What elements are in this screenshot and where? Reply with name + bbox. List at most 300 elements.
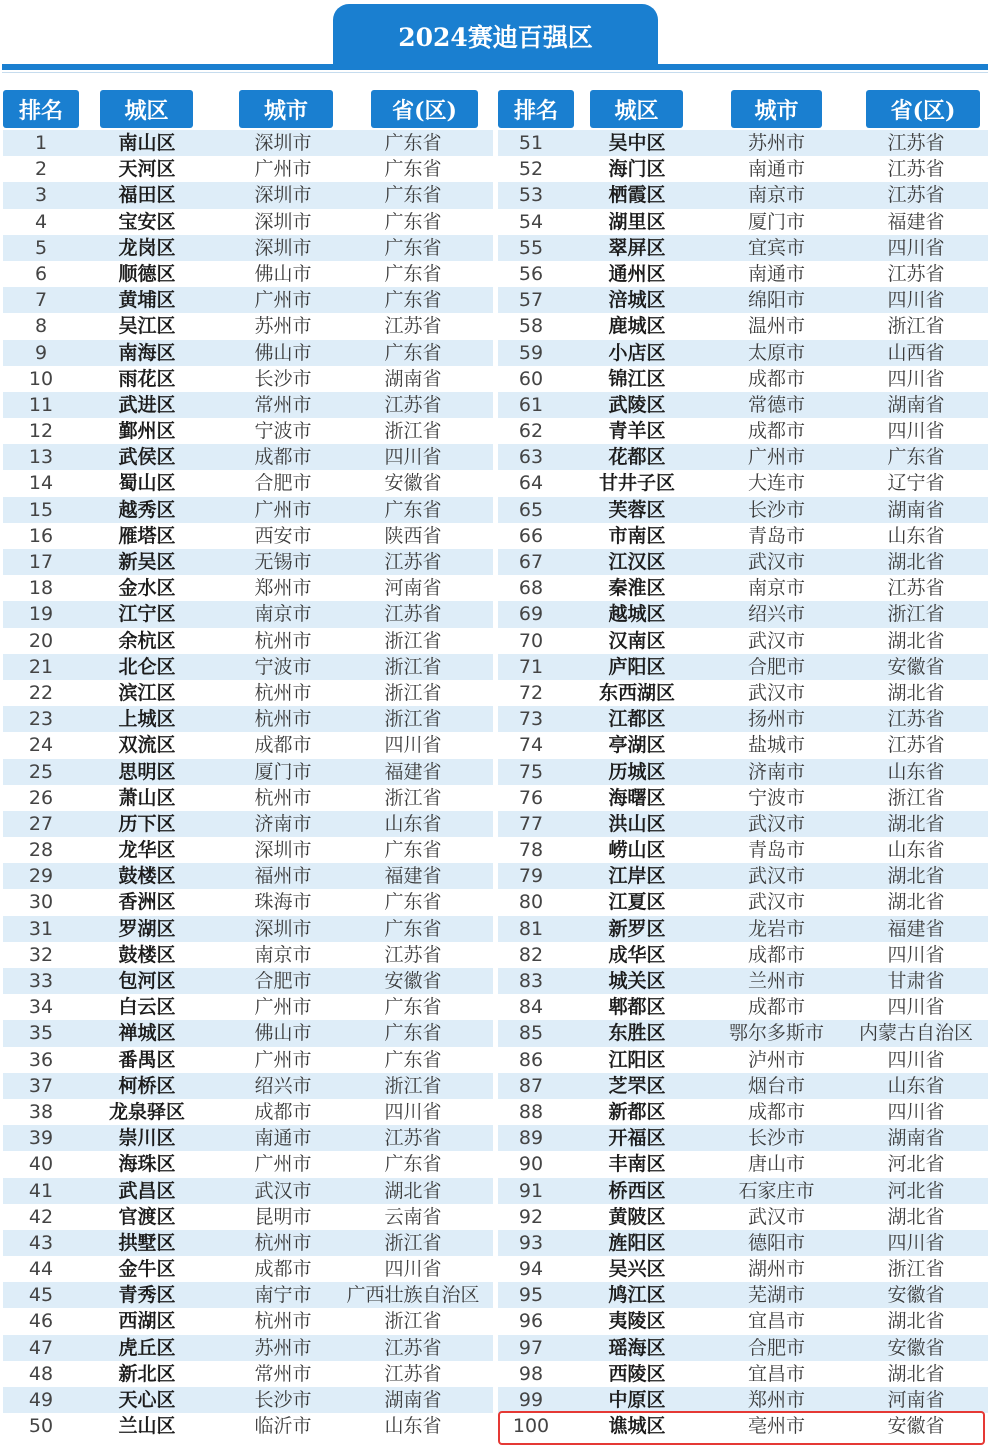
table-row bbox=[498, 1413, 988, 1439]
city-cell: 杭州市 bbox=[254, 681, 312, 704]
rank-cell: 46 bbox=[28, 1310, 54, 1333]
province-cell: 浙江省 bbox=[384, 655, 442, 678]
city-cell: 杭州市 bbox=[254, 629, 312, 652]
table-row bbox=[3, 1204, 493, 1230]
rank-cell: 17 bbox=[28, 551, 54, 573]
city-cell: 武汉市 bbox=[747, 629, 805, 652]
district-cell: 雁塔区 bbox=[118, 524, 176, 547]
rank-cell: 87 bbox=[518, 1074, 544, 1097]
city-cell: 亳州市 bbox=[747, 1415, 805, 1438]
district-cell: 罗湖区 bbox=[118, 917, 176, 940]
city-cell: 成都市 bbox=[254, 1258, 312, 1281]
header-district: 城区 bbox=[590, 90, 683, 128]
province-cell: 广东省 bbox=[384, 236, 442, 259]
province-cell: 四川省 bbox=[887, 1231, 945, 1254]
rank-cell: 86 bbox=[518, 1048, 544, 1071]
rank-cell: 70 bbox=[518, 629, 544, 652]
province-cell: 浙江省 bbox=[887, 603, 945, 626]
rank-cell: 94 bbox=[518, 1258, 544, 1281]
rank-cell: 72 bbox=[518, 681, 544, 704]
table-row bbox=[3, 994, 493, 1020]
rank-cell: 68 bbox=[518, 577, 544, 600]
rank-cell: 56 bbox=[518, 262, 544, 285]
rank-cell: 51 bbox=[518, 132, 544, 154]
rank-cell: 65 bbox=[518, 498, 544, 521]
province-cell: 四川省 bbox=[887, 1048, 945, 1071]
district-cell: 鹿城区 bbox=[608, 315, 666, 338]
province-cell: 浙江省 bbox=[384, 420, 442, 443]
district-cell: 上城区 bbox=[118, 708, 176, 731]
table-row bbox=[498, 1361, 988, 1387]
table-row bbox=[3, 392, 493, 418]
rank-cell: 57 bbox=[518, 289, 544, 312]
province-cell: 湖南省 bbox=[887, 393, 945, 416]
city-cell: 广州市 bbox=[254, 498, 312, 521]
province-cell: 浙江省 bbox=[384, 1231, 442, 1254]
city-cell: 温州市 bbox=[747, 315, 805, 338]
province-cell: 江苏省 bbox=[384, 943, 442, 966]
rank-cell: 35 bbox=[28, 1022, 54, 1045]
table-row bbox=[3, 601, 493, 627]
province-cell: 广东省 bbox=[384, 1153, 442, 1176]
province-cell: 江苏省 bbox=[384, 1362, 442, 1385]
province-cell: 四川省 bbox=[384, 1100, 442, 1123]
rank-cell: 34 bbox=[28, 996, 54, 1019]
district-cell: 武进区 bbox=[118, 393, 176, 416]
district-cell: 雨花区 bbox=[118, 367, 176, 390]
rank-cell: 16 bbox=[28, 524, 54, 547]
city-cell: 合肥市 bbox=[254, 472, 312, 495]
district-cell: 城关区 bbox=[608, 970, 666, 992]
table-row bbox=[498, 994, 988, 1020]
table-row bbox=[3, 1125, 493, 1151]
city-cell: 无锡市 bbox=[254, 551, 312, 573]
district-cell: 番禺区 bbox=[118, 1048, 176, 1071]
district-cell: 香洲区 bbox=[118, 891, 176, 914]
province-cell: 安徽省 bbox=[384, 472, 442, 495]
district-cell: 柯桥区 bbox=[118, 1074, 176, 1097]
table-row bbox=[3, 444, 493, 470]
table-row bbox=[498, 628, 988, 654]
city-cell: 厦门市 bbox=[254, 760, 312, 783]
district-cell: 新吴区 bbox=[118, 551, 176, 573]
district-cell: 禅城区 bbox=[118, 1022, 176, 1045]
city-cell: 福州市 bbox=[254, 865, 312, 888]
province-cell: 山东省 bbox=[887, 760, 945, 783]
city-cell: 长沙市 bbox=[254, 367, 312, 390]
table-row bbox=[3, 523, 493, 549]
table-row bbox=[3, 366, 493, 392]
district-cell: 龙泉驿区 bbox=[108, 1100, 185, 1123]
rank-cell: 81 bbox=[518, 917, 544, 940]
province-cell: 四川省 bbox=[887, 289, 945, 312]
city-cell: 芜湖市 bbox=[747, 1284, 805, 1307]
table-row bbox=[3, 1335, 493, 1361]
rank-cell: 42 bbox=[28, 1205, 54, 1228]
district-cell: 花都区 bbox=[608, 446, 666, 469]
province-cell: 四川省 bbox=[887, 996, 945, 1019]
district-cell: 武侯区 bbox=[118, 446, 176, 469]
table-row bbox=[498, 209, 988, 235]
province-cell: 浙江省 bbox=[384, 1074, 442, 1097]
district-cell: 小店区 bbox=[608, 341, 666, 364]
city-cell: 唐山市 bbox=[747, 1153, 805, 1176]
city-cell: 鄂尔多斯市 bbox=[728, 1022, 824, 1045]
province-cell: 湖北省 bbox=[384, 1179, 442, 1202]
province-cell: 辽宁省 bbox=[887, 472, 945, 495]
rank-cell: 48 bbox=[28, 1362, 54, 1385]
district-cell: 甘井子区 bbox=[598, 472, 675, 495]
district-cell: 亭湖区 bbox=[608, 734, 666, 757]
title-underline-thin bbox=[2, 72, 988, 73]
table-row bbox=[3, 1308, 493, 1334]
district-cell: 东胜区 bbox=[608, 1022, 666, 1045]
province-cell: 云南省 bbox=[384, 1205, 442, 1228]
district-cell: 涪城区 bbox=[608, 289, 666, 312]
district-cell: 吴中区 bbox=[608, 132, 666, 154]
table-row bbox=[498, 889, 988, 915]
district-cell: 江汉区 bbox=[608, 551, 666, 573]
rank-cell: 25 bbox=[28, 760, 54, 783]
district-cell: 余杭区 bbox=[118, 629, 176, 652]
city-cell: 广州市 bbox=[254, 158, 312, 181]
district-cell: 江都区 bbox=[608, 708, 666, 731]
district-cell: 天心区 bbox=[118, 1389, 176, 1411]
province-cell: 浙江省 bbox=[384, 708, 442, 731]
district-cell: 瑶海区 bbox=[608, 1336, 666, 1359]
rank-cell: 85 bbox=[518, 1022, 544, 1045]
district-cell: 顺德区 bbox=[118, 262, 176, 285]
rank-cell: 20 bbox=[28, 629, 54, 652]
district-cell: 吴江区 bbox=[118, 315, 176, 338]
city-cell: 武汉市 bbox=[747, 551, 805, 573]
rank-cell: 23 bbox=[28, 708, 54, 731]
city-cell: 长沙市 bbox=[254, 1389, 312, 1411]
rank-cell: 14 bbox=[28, 472, 54, 495]
rank-cell: 90 bbox=[518, 1153, 544, 1176]
province-cell: 安徽省 bbox=[887, 1415, 945, 1438]
rank-cell: 2 bbox=[34, 158, 48, 181]
rank-cell: 44 bbox=[28, 1258, 54, 1281]
table-row bbox=[498, 1099, 988, 1125]
city-cell: 武汉市 bbox=[254, 1179, 312, 1202]
district-cell: 包河区 bbox=[118, 970, 176, 992]
district-cell: 东西湖区 bbox=[598, 681, 675, 704]
table-row bbox=[3, 130, 493, 156]
district-cell: 桥西区 bbox=[608, 1179, 666, 1202]
rank-cell: 89 bbox=[518, 1127, 544, 1150]
district-cell: 黄埔区 bbox=[118, 289, 176, 312]
rank-cell: 12 bbox=[28, 420, 54, 443]
district-cell: 龙岗区 bbox=[118, 236, 176, 259]
city-cell: 成都市 bbox=[254, 446, 312, 469]
province-cell: 湖北省 bbox=[887, 629, 945, 652]
district-cell: 虎丘区 bbox=[118, 1336, 176, 1359]
table-header-right bbox=[498, 90, 988, 130]
city-cell: 厦门市 bbox=[747, 210, 805, 233]
rank-cell: 88 bbox=[518, 1100, 544, 1123]
province-cell: 湖南省 bbox=[887, 1127, 945, 1150]
province-cell: 四川省 bbox=[887, 943, 945, 966]
district-cell: 新北区 bbox=[118, 1362, 176, 1385]
rank-cell: 33 bbox=[28, 970, 54, 992]
district-cell: 金水区 bbox=[118, 577, 176, 600]
district-cell: 北仑区 bbox=[118, 655, 176, 678]
rank-cell: 37 bbox=[28, 1074, 54, 1097]
rank-cell: 91 bbox=[518, 1179, 544, 1202]
district-cell: 拱墅区 bbox=[118, 1231, 176, 1254]
city-cell: 宜宾市 bbox=[747, 236, 805, 259]
province-cell: 广东省 bbox=[384, 917, 442, 940]
province-cell: 湖南省 bbox=[384, 367, 442, 390]
header-rank: 排名 bbox=[498, 90, 574, 128]
province-cell: 江苏省 bbox=[384, 393, 442, 416]
city-cell: 德阳市 bbox=[747, 1231, 805, 1254]
table-row bbox=[3, 156, 493, 182]
district-cell: 白云区 bbox=[118, 996, 176, 1019]
table-row bbox=[498, 837, 988, 863]
table-row bbox=[498, 470, 988, 496]
table-body-right bbox=[498, 130, 988, 1439]
table-row bbox=[3, 313, 493, 339]
province-cell: 四川省 bbox=[887, 1100, 945, 1123]
rank-cell: 6 bbox=[34, 262, 48, 285]
province-cell: 湖南省 bbox=[887, 498, 945, 521]
table-row bbox=[498, 1151, 988, 1177]
rank-cell: 73 bbox=[518, 708, 544, 731]
province-cell: 安徽省 bbox=[887, 1336, 945, 1359]
province-cell: 广东省 bbox=[384, 341, 442, 364]
rank-cell: 63 bbox=[518, 446, 544, 469]
city-cell: 宜昌市 bbox=[747, 1362, 805, 1385]
province-cell: 湖北省 bbox=[887, 551, 945, 573]
province-cell: 广东省 bbox=[384, 262, 442, 285]
district-cell: 宝安区 bbox=[118, 210, 176, 233]
city-cell: 宜昌市 bbox=[747, 1310, 805, 1333]
district-cell: 洪山区 bbox=[608, 812, 666, 835]
table-row bbox=[498, 549, 988, 575]
district-cell: 湖里区 bbox=[608, 210, 666, 233]
province-cell: 广西壮族自治区 bbox=[346, 1284, 480, 1307]
table-row bbox=[498, 1178, 988, 1204]
table-row bbox=[3, 287, 493, 313]
ranking-table-left bbox=[3, 90, 493, 1439]
province-cell: 山东省 bbox=[384, 1415, 442, 1438]
city-cell: 兰州市 bbox=[747, 970, 805, 992]
table-row bbox=[3, 235, 493, 261]
province-cell: 山东省 bbox=[384, 812, 442, 835]
rank-cell: 69 bbox=[518, 603, 544, 626]
province-cell: 湖南省 bbox=[384, 1389, 442, 1411]
rank-cell: 36 bbox=[28, 1048, 54, 1071]
province-cell: 江苏省 bbox=[887, 132, 945, 154]
city-cell: 临沂市 bbox=[254, 1415, 312, 1438]
table-row bbox=[3, 942, 493, 968]
city-cell: 苏州市 bbox=[254, 1336, 312, 1359]
city-cell: 昆明市 bbox=[254, 1205, 312, 1228]
province-cell: 湖北省 bbox=[887, 891, 945, 914]
city-cell: 成都市 bbox=[747, 420, 805, 443]
province-cell: 河南省 bbox=[887, 1389, 945, 1411]
rank-cell: 60 bbox=[518, 367, 544, 390]
district-cell: 吴兴区 bbox=[608, 1258, 666, 1281]
city-cell: 南京市 bbox=[747, 184, 805, 207]
table-row bbox=[498, 1335, 988, 1361]
table-row bbox=[3, 1256, 493, 1282]
rank-cell: 75 bbox=[518, 760, 544, 783]
table-row bbox=[3, 340, 493, 366]
province-cell: 江苏省 bbox=[887, 708, 945, 731]
rank-cell: 9 bbox=[34, 341, 48, 364]
ranking-table-right bbox=[498, 90, 988, 1439]
header-province: 省(区) bbox=[371, 90, 478, 128]
district-cell: 海门区 bbox=[608, 158, 666, 181]
city-cell: 广州市 bbox=[254, 289, 312, 312]
table-row bbox=[498, 680, 988, 706]
province-cell: 江苏省 bbox=[887, 577, 945, 600]
table-row bbox=[498, 1073, 988, 1099]
table-row bbox=[498, 1387, 988, 1413]
province-cell: 江苏省 bbox=[384, 315, 442, 338]
header-district: 城区 bbox=[100, 90, 193, 128]
city-cell: 西安市 bbox=[254, 524, 312, 547]
rank-cell: 82 bbox=[518, 943, 544, 966]
province-cell: 浙江省 bbox=[887, 1258, 945, 1281]
district-cell: 青秀区 bbox=[118, 1284, 176, 1307]
province-cell: 福建省 bbox=[384, 760, 442, 783]
district-cell: 栖霞区 bbox=[608, 184, 666, 207]
district-cell: 武昌区 bbox=[118, 1179, 176, 1202]
rank-cell: 43 bbox=[28, 1231, 54, 1254]
city-cell: 成都市 bbox=[747, 996, 805, 1019]
header-city: 城市 bbox=[731, 90, 822, 128]
district-cell: 福田区 bbox=[118, 184, 176, 207]
city-cell: 郑州市 bbox=[747, 1389, 805, 1411]
table-row bbox=[498, 1204, 988, 1230]
province-cell: 浙江省 bbox=[384, 681, 442, 704]
district-cell: 开福区 bbox=[608, 1127, 666, 1150]
province-cell: 四川省 bbox=[384, 446, 442, 469]
rank-cell: 96 bbox=[518, 1310, 544, 1333]
table-row bbox=[3, 497, 493, 523]
rank-cell: 71 bbox=[518, 655, 544, 678]
district-cell: 夷陵区 bbox=[608, 1310, 666, 1333]
city-cell: 扬州市 bbox=[747, 708, 805, 731]
city-cell: 武汉市 bbox=[747, 865, 805, 888]
table-row bbox=[3, 549, 493, 575]
province-cell: 甘肃省 bbox=[887, 970, 945, 992]
city-cell: 广州市 bbox=[254, 996, 312, 1019]
rank-cell: 40 bbox=[28, 1153, 54, 1176]
table-row bbox=[498, 1230, 988, 1256]
table-row bbox=[498, 130, 988, 156]
city-cell: 南京市 bbox=[254, 943, 312, 966]
table-row bbox=[3, 680, 493, 706]
city-cell: 武汉市 bbox=[747, 681, 805, 704]
province-cell: 江苏省 bbox=[384, 603, 442, 626]
province-cell: 河北省 bbox=[887, 1179, 945, 1202]
city-cell: 佛山市 bbox=[254, 1022, 312, 1045]
province-cell: 广东省 bbox=[384, 1022, 442, 1045]
rank-cell: 39 bbox=[28, 1127, 54, 1150]
province-cell: 广东省 bbox=[384, 289, 442, 312]
city-cell: 深圳市 bbox=[254, 917, 312, 940]
district-cell: 思明区 bbox=[118, 760, 176, 783]
rank-cell: 59 bbox=[518, 341, 544, 364]
district-cell: 芙蓉区 bbox=[608, 498, 666, 521]
district-cell: 青羊区 bbox=[608, 420, 666, 443]
city-cell: 深圳市 bbox=[254, 184, 312, 207]
table-row bbox=[3, 654, 493, 680]
province-cell: 安徽省 bbox=[887, 655, 945, 678]
city-cell: 南宁市 bbox=[254, 1284, 312, 1307]
table-row bbox=[498, 1047, 988, 1073]
table-row bbox=[3, 706, 493, 732]
district-cell: 成华区 bbox=[608, 943, 666, 966]
district-cell: 越秀区 bbox=[118, 498, 176, 521]
city-cell: 常州市 bbox=[254, 393, 312, 416]
district-cell: 市南区 bbox=[608, 524, 666, 547]
district-cell: 旌阳区 bbox=[608, 1231, 666, 1254]
table-row bbox=[3, 837, 493, 863]
city-cell: 成都市 bbox=[747, 943, 805, 966]
province-cell: 河北省 bbox=[887, 1153, 945, 1176]
rank-cell: 26 bbox=[28, 786, 54, 809]
district-cell: 金牛区 bbox=[118, 1258, 176, 1281]
province-cell: 江苏省 bbox=[887, 184, 945, 207]
rank-cell: 29 bbox=[28, 865, 54, 888]
city-cell: 绵阳市 bbox=[747, 289, 805, 312]
header-province: 省(区) bbox=[866, 90, 980, 128]
rank-cell: 84 bbox=[518, 996, 544, 1019]
city-cell: 南通市 bbox=[254, 1127, 312, 1150]
province-cell: 四川省 bbox=[887, 236, 945, 259]
rank-cell: 98 bbox=[518, 1362, 544, 1385]
city-cell: 盐城市 bbox=[747, 734, 805, 757]
province-cell: 浙江省 bbox=[384, 1310, 442, 1333]
district-cell: 西陵区 bbox=[608, 1362, 666, 1385]
district-cell: 兰山区 bbox=[118, 1415, 176, 1438]
district-cell: 蜀山区 bbox=[118, 472, 176, 495]
rank-cell: 97 bbox=[518, 1336, 544, 1359]
province-cell: 湖北省 bbox=[887, 812, 945, 835]
rank-cell: 52 bbox=[518, 158, 544, 181]
city-cell: 成都市 bbox=[747, 367, 805, 390]
district-cell: 历城区 bbox=[608, 760, 666, 783]
table-row bbox=[498, 261, 988, 287]
rank-cell: 22 bbox=[28, 681, 54, 704]
district-cell: 江宁区 bbox=[118, 603, 176, 626]
district-cell: 江阳区 bbox=[608, 1048, 666, 1071]
province-cell: 浙江省 bbox=[887, 315, 945, 338]
province-cell: 安徽省 bbox=[384, 970, 442, 992]
rank-cell: 55 bbox=[518, 236, 544, 259]
table-row bbox=[498, 287, 988, 313]
rank-cell: 66 bbox=[518, 524, 544, 547]
rank-cell: 47 bbox=[28, 1336, 54, 1359]
table-row bbox=[498, 523, 988, 549]
table-row bbox=[3, 916, 493, 942]
table-row bbox=[3, 732, 493, 758]
table-row bbox=[498, 392, 988, 418]
province-cell: 浙江省 bbox=[384, 786, 442, 809]
table-row bbox=[498, 759, 988, 785]
rank-cell: 19 bbox=[28, 603, 54, 626]
district-cell: 丰南区 bbox=[608, 1153, 666, 1176]
table-row bbox=[498, 156, 988, 182]
province-cell: 四川省 bbox=[384, 1258, 442, 1281]
district-cell: 天河区 bbox=[118, 158, 176, 181]
